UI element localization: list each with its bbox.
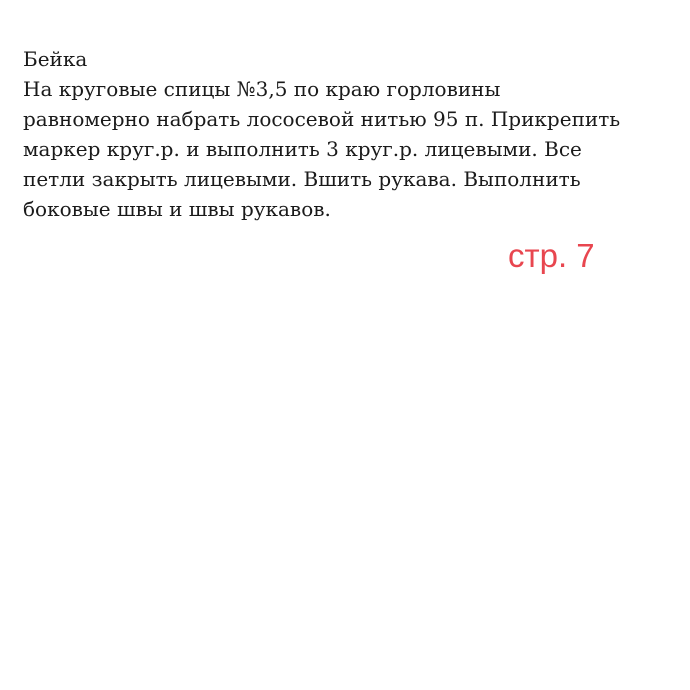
section-heading: Бейка xyxy=(23,47,88,71)
body-line-1: На круговые спицы №3,5 по краю горловины xyxy=(23,77,501,101)
body-line-2: равномерно набрать лососевой нитью 95 п. Прикрепить xyxy=(23,107,621,131)
body-line-5: боковые швы и швы рукавов. xyxy=(23,197,331,221)
page-number-label: стр. 7 xyxy=(508,237,595,274)
body-line-4: петли закрыть лицевыми. Вшить рукава. Выполнить xyxy=(23,167,581,191)
document-body xyxy=(23,44,673,224)
body-line-3: маркер круг.р. и выполнить 3 круг.р. лицевыми. Все xyxy=(23,137,582,161)
